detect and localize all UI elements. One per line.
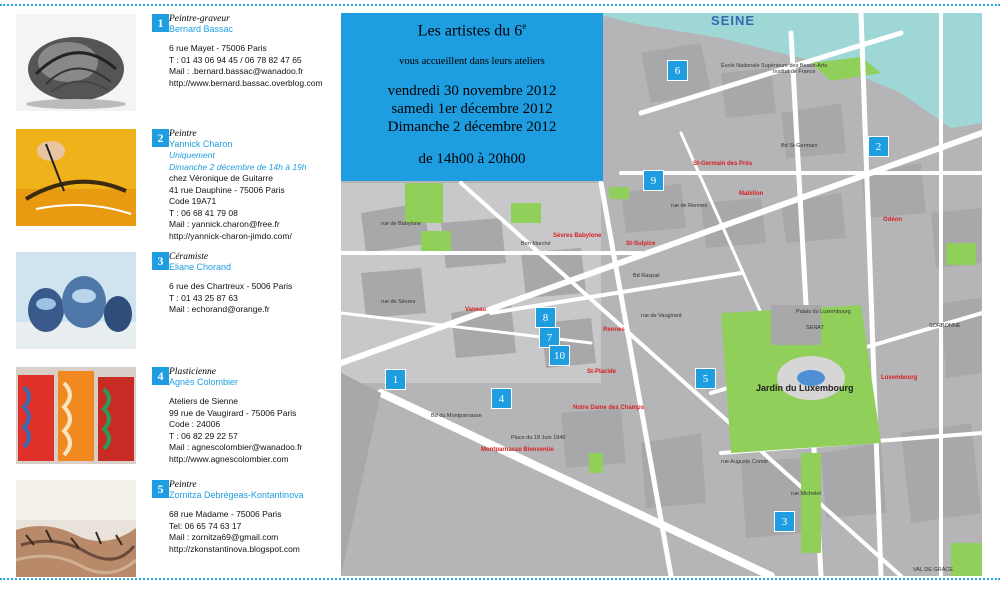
event-date-1: vendredi 30 novembre 2012 — [387, 83, 557, 99]
artist-1-mail[interactable]: Mail : .bernard.bassac@wanadoo.fr — [169, 66, 304, 76]
artist-4-mail[interactable]: Mail : agnescolombier@wanadoo.fr — [169, 442, 303, 452]
map-marker-7[interactable]: 7 — [539, 327, 560, 348]
artist-details-3 — [169, 281, 292, 316]
st-germain-label: St-Germain des Prés — [693, 161, 753, 167]
artist-2-mail[interactable]: Mail : yannick.charon@free.fr — [169, 219, 280, 229]
montparnasse-label: Montparnasse Bienvenüe — [481, 447, 554, 453]
artist-5-mail[interactable]: Mail : zornitza69@gmail.com — [169, 532, 279, 542]
st-placide-label: St-Placide — [587, 369, 617, 375]
artist-entry-1 — [16, 14, 340, 114]
artist-3-phone: T : 01 43 25 87 63 — [169, 292, 238, 303]
vaneau-label: Vaneau — [465, 307, 487, 313]
map-marker-1[interactable]: 1 — [385, 369, 406, 390]
artist-3-mail[interactable]: Mail : echorand@orange.fr — [169, 304, 270, 314]
map-marker-5[interactable]: 5 — [695, 368, 716, 389]
artist-details-5 — [169, 509, 300, 555]
artist-entry-2 — [16, 129, 340, 241]
artist-number-1: 1 — [152, 14, 169, 32]
notre-dame-label: Notre Dame des Champs — [573, 405, 645, 411]
artist-number-4: 4 — [152, 367, 169, 385]
sevres-label: Sèvres Babylone — [553, 233, 602, 239]
sorbonne-label: SORBONNE — [929, 323, 961, 329]
artist-photo-5 — [16, 480, 136, 577]
artist-number-3: 3 — [152, 252, 169, 270]
artist-photo-4 — [16, 367, 136, 464]
artist-role-5: Peintre — [169, 480, 197, 490]
artist-name-1: Bernard Bassac — [169, 24, 234, 34]
artist-name-5: Zornitza Debrégeas-Kontantinova — [169, 490, 304, 500]
artist-2-host: chez Véronique de Guitarre — [169, 173, 273, 183]
top-dotted-border — [0, 4, 1000, 6]
artist-5-address: 68 rue Madame - 75006 Paris — [169, 509, 282, 519]
map-marker-2[interactable]: 2 — [868, 136, 889, 157]
artist-name-3: Eliane Chorand — [169, 262, 232, 272]
map-marker-4[interactable]: 4 — [491, 388, 512, 409]
val-de-grace-label: VAL DE GRÂCE — [913, 567, 954, 573]
artist-4-address: 99 rue de Vaugirard - 75006 Paris — [169, 407, 297, 418]
map-marker-3[interactable]: 3 — [774, 511, 795, 532]
artist-entry-5 — [16, 480, 340, 580]
map-marker-6[interactable]: 6 — [667, 60, 688, 81]
artist-role-3: Céramiste — [169, 252, 209, 262]
artist-1-phone: T : 01 43 06 94 45 / 06 78 82 47 65 — [169, 54, 302, 65]
map-marker-9[interactable]: 9 — [643, 170, 664, 191]
artist-number-2: 2 — [152, 129, 169, 147]
artist-role-2: Peintre — [169, 129, 197, 139]
artist-role-4: Plasticienne — [169, 367, 216, 377]
artist-4-studio: Ateliers de Sienne — [169, 396, 238, 406]
rue-rennes-label: rue de Rennes — [671, 203, 708, 209]
bon-marche-label: Bon Marché — [521, 241, 551, 247]
artist-name-4: Agnès Colombier — [169, 377, 239, 387]
senat-label: SENAT — [806, 325, 824, 331]
artist-details-2 — [169, 150, 307, 242]
artist-list — [0, 8, 340, 578]
event-hours: de 14h00 à 20h00 — [418, 151, 526, 167]
jardin-label: Jardin du Luxembourg — [756, 383, 854, 393]
artist-entry-4 — [16, 367, 340, 467]
rue-vaugirard-label: rue de Vaugirard — [641, 313, 682, 319]
artist-photo-3 — [16, 252, 136, 349]
event-date-2: samedi 1er décembre 2012 — [391, 101, 553, 117]
event-subtitle: vous accueillent dans leurs ateliers — [399, 56, 545, 67]
artist-4-website[interactable]: http://www.agnescolombier.com — [169, 453, 289, 464]
artist-details-4 — [169, 396, 302, 465]
rue-michelet-label: rue Michelet — [791, 491, 821, 497]
artist-2-note-1: Uniquement — [169, 150, 215, 160]
ecole-label: École Nationale Supérieure des Beaux-Arts — [721, 63, 828, 69]
rennes-label: Rennes — [603, 327, 625, 333]
artist-2-website[interactable]: http://yannick-charon-jimdo.com/ — [169, 230, 292, 241]
artist-2-note-2: Dimanche 2 décembre de 14h à 19h — [169, 161, 307, 172]
place-18-label: Place du 18 Juin 1940 — [511, 435, 566, 441]
artist-photo-1 — [16, 14, 136, 111]
event-title: Les artistes du 6e — [417, 21, 527, 40]
artist-details-1 — [169, 43, 323, 89]
institut-label: Institut de France — [773, 69, 816, 75]
map-marker-10[interactable]: 10 — [549, 345, 570, 366]
artist-2-code: Code 19A71 — [169, 196, 217, 206]
artist-3-address: 6 rue des Chartreux - 5006 Paris — [169, 281, 293, 291]
mabillon-label: Mabillon — [739, 191, 764, 197]
odeon-label: Odéon — [883, 217, 902, 223]
artist-photo-2 — [16, 129, 136, 226]
rue-babylone-label: rue de Babylone — [381, 221, 422, 227]
palais-label: Palais du Luxembourg — [796, 309, 851, 315]
artist-5-website[interactable]: http://zkonstantinova.blogspot.com — [169, 543, 300, 554]
artist-4-code: Code : 24006 — [169, 419, 221, 429]
artist-role-1: Peintre-graveur — [169, 14, 230, 24]
rue-sevres-label: rue de Sèvres — [381, 299, 416, 305]
artist-entry-3 — [16, 252, 340, 352]
artist-2-address: 41 rue Dauphine - 75006 Paris — [169, 184, 285, 195]
luxembourg-label: Luxembourg — [881, 375, 918, 381]
rue-auguste-comte-label: rue Auguste Comte — [721, 459, 769, 465]
artist-1-address: 6 rue Mayet - 75006 Paris — [169, 43, 267, 53]
artist-number-5: 5 — [152, 480, 169, 498]
map-marker-8[interactable]: 8 — [535, 307, 556, 328]
artist-1-website[interactable]: http://www.bernard.bassac.overblog.com — [169, 77, 323, 88]
event-date-3: Dimanche 2 décembre 2012 — [387, 119, 557, 135]
artist-2-phone: T : 06 68 41 79 08 — [169, 207, 238, 218]
bd-raspail-label: Bd Raspail — [633, 273, 660, 279]
seine-label: SEINE — [711, 13, 756, 28]
st-sulpice-label: St-Sulpice — [626, 241, 656, 247]
bd-montparnasse-label: Bd du Montparnasse — [431, 413, 482, 419]
bd-st-germain-label: Bd St-Germain — [781, 143, 818, 149]
artist-name-2: Yannick Charon — [169, 139, 233, 149]
artist-5-phone: Tel: 06 65 74 63 17 — [169, 520, 242, 531]
artist-4-phone: T : 06 82 29 22 57 — [169, 430, 238, 441]
event-info-box — [341, 13, 603, 181]
